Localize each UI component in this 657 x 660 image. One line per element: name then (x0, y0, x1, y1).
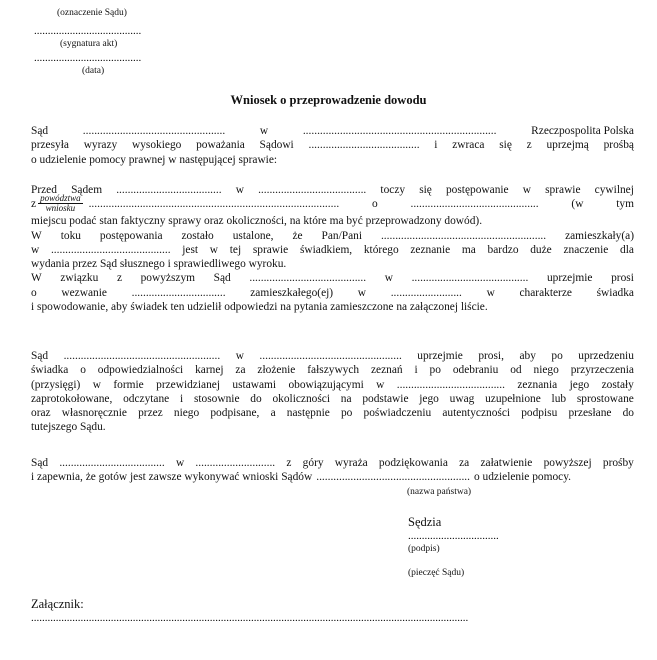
text-line (31, 420, 634, 434)
word: za (459, 457, 470, 469)
word: prosi (611, 272, 634, 285)
word: niego (533, 364, 559, 377)
word: w (357, 286, 367, 299)
word: .......................................... (50, 243, 171, 256)
word: bardzo (487, 243, 519, 256)
word: ...................................... (396, 378, 505, 391)
word: o (80, 364, 86, 377)
word: uwag (449, 392, 475, 405)
word: świadka (31, 364, 69, 377)
document-title: Wniosek o przeprowadzenie dowodu (230, 93, 427, 107)
word: wysokiego (131, 139, 182, 152)
court-designation-label: (oznaczenie Sądu) (57, 8, 127, 18)
word: podziękowania (378, 457, 448, 469)
word: ..................................... (116, 184, 222, 196)
word: i (414, 364, 418, 377)
word: w (522, 184, 531, 196)
word: z (116, 272, 122, 285)
word: Sądowi (259, 139, 294, 152)
word: jego (569, 378, 590, 391)
word: na (340, 392, 352, 405)
word: wydania przez Sąd słusznego i sprawiedliwego wyroku. (31, 258, 287, 271)
word: znaczenie (563, 243, 609, 256)
text-line (31, 229, 634, 243)
word: zwraca (452, 139, 485, 152)
word: W (31, 229, 42, 242)
word: miejscu podać stan faktyczny sprawy oraz okoliczności, na które ma być przeprowadzony dowód). (31, 215, 483, 228)
word: własnoręcznie (61, 407, 127, 420)
text-line (31, 363, 634, 377)
word: Przed (31, 184, 57, 196)
word: się (499, 139, 512, 152)
word: o udzielenie pomocy prawnej w następującej sprawie: (31, 153, 278, 166)
word: ....................................... (308, 139, 420, 152)
word: zostały (601, 378, 634, 391)
word: do (622, 407, 634, 420)
word: i (434, 139, 438, 152)
signature-label: (podpis) (408, 544, 440, 554)
word: związku (60, 272, 99, 285)
word: Sądem (71, 184, 103, 196)
word: w (384, 272, 393, 285)
word: .................................................. (259, 350, 402, 362)
text-line (31, 271, 634, 285)
word: którego (363, 243, 399, 256)
word: uzupełnione (485, 392, 541, 405)
word: przewidzianej (156, 378, 221, 391)
word: w (259, 125, 269, 137)
word: charakterze (519, 286, 572, 299)
word: wyraża (334, 457, 368, 469)
word: odebraniu (452, 364, 499, 377)
paragraph-request-intro (31, 124, 634, 167)
word: odpowiedzialności (97, 364, 184, 377)
word: ...................................... (258, 184, 367, 196)
word: ......................... (390, 286, 462, 299)
word: jego (419, 392, 439, 405)
text-line (31, 406, 634, 420)
paragraph-thanks (31, 456, 634, 485)
word: niego (173, 407, 200, 420)
word: w (175, 457, 185, 469)
case-signature-label: (sygnatura akt) (60, 39, 118, 49)
word: zeznań (371, 364, 403, 377)
word: Sąd (213, 272, 231, 285)
word: tutejszego Sądu. (31, 421, 106, 434)
text-line (31, 456, 634, 470)
text-line (31, 286, 634, 300)
word: z (286, 457, 292, 469)
word: jest (182, 243, 199, 256)
court-seal-label: (pieczęć Sądu) (408, 568, 465, 578)
word: tym (616, 198, 634, 211)
word: ......................................... (249, 272, 367, 285)
word: uprzedzeniu (578, 350, 634, 362)
word: Sąd (31, 125, 49, 137)
word: Rzeczpospolita Polska (531, 125, 634, 137)
word: ustalone, (232, 229, 274, 242)
date-label: (data) (82, 66, 105, 76)
word: i spowodowanie, aby świadek ten udzielił odpowiedzi na pytania zamieszczone na załączonej liście. (31, 301, 488, 314)
word: cywilnej (594, 184, 634, 196)
text-line (31, 392, 634, 406)
word: o (371, 198, 378, 211)
word: po (551, 350, 563, 362)
word: ............................ (195, 457, 276, 469)
word: ..................................... (59, 457, 165, 469)
word: zeznanie (410, 243, 451, 256)
word: wyrazy (83, 139, 118, 152)
paragraph-witness-hearing (31, 349, 634, 435)
word: w (209, 243, 219, 256)
text-line (31, 349, 634, 363)
word: .................................................................... (302, 125, 497, 137)
word: wezwanie (61, 286, 107, 299)
word: ma (461, 243, 476, 256)
word: toczy (380, 184, 406, 196)
word: ............................................. (410, 198, 539, 211)
word: że (292, 229, 303, 242)
word: .......................................................... (380, 229, 547, 242)
word: tej (229, 243, 242, 256)
word: prośbą (603, 139, 634, 152)
word: świadkiem, (299, 243, 353, 256)
word: uprzejmą (546, 139, 589, 152)
text-line (31, 124, 634, 138)
word: sprawie (545, 184, 581, 196)
word: i zapewnia, że gotów jest zawsze wykonywać wnioski Sądów (31, 471, 313, 484)
attachment-label: Załącznik: (31, 597, 84, 611)
word: Pan/Pani (321, 229, 363, 242)
word: obowiązującymi (288, 378, 364, 391)
word: powyższej (543, 457, 592, 469)
signature-dots: ................................. (408, 530, 499, 542)
word: lub (551, 392, 567, 405)
word: w (376, 378, 385, 391)
word: a (270, 407, 276, 420)
word: ...................................................... (316, 471, 470, 484)
word: przez (138, 407, 163, 420)
word: autentyczności (442, 407, 511, 420)
word: ................................. (131, 286, 226, 299)
text-line (31, 257, 634, 271)
court-signature-dots: ....................................... (34, 25, 142, 37)
word: zeznania (517, 378, 558, 391)
word: (w (571, 198, 584, 211)
word: o (31, 286, 37, 299)
word: od (510, 364, 522, 377)
word: przyrzeczenia (570, 364, 634, 377)
claim-or-motion-fraction (38, 194, 83, 214)
word: aby (519, 350, 536, 362)
word: góry (302, 457, 324, 469)
text-line (31, 378, 634, 392)
word: zamieszkałego(ej) (250, 286, 334, 299)
word: i (180, 392, 184, 405)
word: z (526, 139, 532, 152)
word: toku (60, 229, 81, 242)
word: w (92, 378, 101, 391)
word: duże (530, 243, 552, 256)
word: w (235, 184, 244, 196)
word: podpisane, (210, 407, 260, 420)
word: podstawie (362, 392, 409, 405)
word: ....................................................... (63, 350, 221, 362)
word: .................................................. (82, 125, 226, 137)
word: ......................................... (411, 272, 529, 285)
state-name-label: (nazwa państwa) (407, 487, 472, 497)
text-line (31, 214, 634, 228)
word: z (31, 198, 37, 211)
word: za (235, 364, 246, 377)
word: do (250, 392, 262, 405)
word: dla (620, 243, 634, 256)
word: świadka (596, 286, 634, 299)
word: prośby (602, 457, 634, 469)
word: załatwienie (480, 457, 533, 469)
word: złożenie (257, 364, 296, 377)
fraction-numerator: powództwa (40, 193, 81, 204)
text-line-fraction (31, 193, 634, 214)
word: odczytane (123, 392, 170, 405)
date-dots: ....................................... (34, 52, 142, 64)
text-line (31, 300, 634, 314)
word: w (486, 286, 495, 299)
word: postępowanie (445, 184, 509, 196)
word: po (340, 407, 353, 420)
word: W (31, 272, 42, 285)
word: formie (113, 378, 144, 391)
word: fałszywych (307, 364, 360, 377)
word: Sąd (31, 350, 49, 362)
text-line (31, 138, 634, 152)
word: zostało (181, 229, 214, 242)
word: następnie (286, 407, 330, 420)
word: sprostowane (576, 392, 634, 405)
word: oraz (31, 407, 51, 420)
word: ........................................................................................ (88, 198, 340, 211)
word: zaprotokołowane, (31, 392, 113, 405)
word: uprzejmie (417, 350, 463, 362)
word: się (419, 184, 432, 196)
text-line (31, 183, 634, 197)
fraction-denominator: wniosku (45, 203, 76, 214)
word: w (31, 243, 40, 256)
word: poważania (196, 139, 245, 152)
word: okoliczności (272, 392, 331, 405)
word: ustawami (232, 378, 277, 391)
text-line (31, 243, 634, 257)
word: postępowania (99, 229, 163, 242)
attachment-dots: ............................................................................................................................................................... (31, 612, 469, 624)
word: powyższym (140, 272, 196, 285)
word: uprzejmie (546, 272, 593, 285)
word: karnej (195, 364, 224, 377)
word: przesłane (568, 407, 612, 420)
word: (przysięgi) (31, 378, 81, 391)
word: po (429, 364, 441, 377)
word: poświadczeniu (363, 407, 432, 420)
word: stosownie (193, 392, 240, 405)
judge-label: Sędzia (408, 515, 442, 529)
word: prosi, (478, 350, 504, 362)
word: zamieszkały(a) (565, 229, 634, 242)
text-line (31, 470, 634, 484)
paragraph-case-description (31, 183, 634, 314)
word: o udzielenie pomocy. (474, 471, 571, 484)
word: sprawie (252, 243, 289, 256)
word: podpisu (521, 407, 558, 420)
word: w (235, 350, 244, 362)
text-line (31, 153, 634, 167)
word: przesyła (31, 139, 69, 152)
word: Sąd (31, 457, 49, 469)
